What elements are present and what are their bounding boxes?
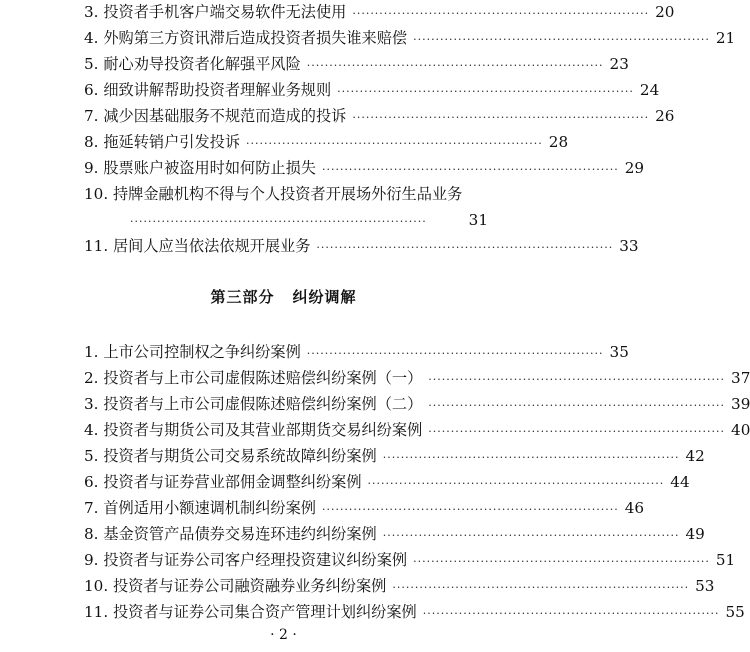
toc-leader-dots: ··································································	[321, 503, 619, 516]
section-heading	[0, 286, 567, 307]
toc-entry-title: 3. 投资者手机客户端交易软件无法使用	[84, 3, 347, 21]
section-part-label: 第三部分	[210, 288, 275, 306]
toc-entry[interactable]	[84, 341, 629, 363]
toc-entry-title: 1. 上市公司控制权之争纠纷案例	[84, 343, 301, 361]
page-number-footer: · 2 ·	[270, 627, 297, 643]
toc-entry-title: 11. 居间人应当依法依规开展业务	[84, 237, 311, 255]
toc-leader-dots: ··································································	[316, 241, 614, 254]
toc-entry-page: 31	[468, 211, 488, 229]
toc-entry[interactable]	[84, 497, 645, 519]
toc-entry-title: 7. 首例适用小额速调机制纠纷案例	[84, 499, 316, 517]
toc-leader-dots: ··································································	[306, 59, 604, 72]
section-title: 纠纷调解	[292, 288, 357, 306]
toc-entry-continuation[interactable]	[130, 209, 488, 231]
toc-leader-dots: ··································································	[130, 215, 427, 228]
toc-entry[interactable]	[84, 471, 690, 493]
toc-entry[interactable]	[84, 601, 745, 623]
toc-entry-title: 10. 投资者与证券公司融资融券业务纠纷案例	[84, 577, 387, 595]
toc-entry-page: 20	[655, 3, 675, 21]
toc-leader-dots: ··································································	[246, 137, 543, 150]
toc-entry-page: 46	[624, 499, 645, 517]
toc-entry-page: 21	[715, 29, 736, 47]
toc-entry-title: 8. 拖延转销户引发投诉	[84, 133, 241, 151]
toc-entry[interactable]	[84, 419, 750, 441]
toc-leader-dots: ··································································	[428, 373, 726, 386]
toc-entry[interactable]	[84, 523, 705, 545]
toc-entry[interactable]	[84, 235, 639, 257]
toc-entry-title: 3. 投资者与上市公司虚假陈述赔偿纠纷案例（二）	[84, 395, 423, 413]
toc-entry-title: 9. 股票账户被盗用时如何防止损失	[84, 159, 316, 177]
toc-entry-title: 4. 外购第三方资讯滞后造成投资者损失谁来赔偿	[84, 29, 408, 47]
toc-entry-page: 53	[695, 577, 715, 595]
toc-entry-title: 10. 持牌金融机构不得与个人投资者开展场外衍生品业务	[84, 185, 463, 203]
toc-entry[interactable]	[84, 367, 750, 389]
toc-leader-dots: ··································································	[413, 33, 710, 46]
toc-entry-page: 55	[725, 603, 745, 621]
toc-entry-page: 44	[670, 473, 690, 491]
toc-leader-dots: ··································································	[428, 425, 726, 438]
toc-leader-dots: ··································································	[352, 111, 650, 124]
toc-entry-page: 24	[639, 81, 660, 99]
toc-entry[interactable]	[84, 1, 675, 23]
toc-leader-dots: ··································································	[422, 607, 720, 620]
toc-leader-dots: ··································································	[428, 399, 726, 412]
toc-entry-page: 49	[685, 525, 705, 543]
toc-entry[interactable]	[84, 575, 715, 597]
toc-leader-dots: ··································································	[382, 529, 680, 542]
toc-entry-page: 23	[609, 55, 629, 73]
toc-entry[interactable]	[84, 27, 736, 49]
toc-leader-dots: ··································································	[367, 477, 665, 490]
toc-entry-title: 4. 投资者与期货公司及其营业部期货交易纠纷案例	[84, 421, 423, 439]
toc-leader-dots: ··································································	[352, 7, 650, 20]
toc-entry-title: 11. 投资者与证券公司集合资产管理计划纠纷案例	[84, 603, 417, 621]
toc-entry-title: 6. 细致讲解帮助投资者理解业务规则	[84, 81, 332, 99]
toc-entry[interactable]	[84, 183, 488, 205]
toc-entry[interactable]	[84, 105, 675, 127]
toc-entry-title: 5. 耐心劝导投资者化解强平风险	[84, 55, 301, 73]
toc-entry-title: 2. 投资者与上市公司虚假陈述赔偿纠纷案例（一）	[84, 369, 423, 387]
toc-entry-title: 5. 投资者与期货公司交易系统故障纠纷案例	[84, 447, 377, 465]
toc-entry-page: 37	[731, 369, 750, 387]
toc-entry-page: 29	[624, 159, 645, 177]
toc-leader-dots: ··································································	[321, 163, 619, 176]
toc-entry-title: 6. 投资者与证券营业部佣金调整纠纷案例	[84, 473, 362, 491]
toc-entry-page: 28	[548, 133, 569, 151]
toc-leader-dots: ··································································	[413, 555, 710, 568]
toc-entry[interactable]	[84, 157, 645, 179]
toc-entry-page: 26	[655, 107, 675, 125]
toc-entry-page: 35	[609, 343, 629, 361]
toc-entry[interactable]	[84, 445, 705, 467]
toc-entry[interactable]	[84, 393, 750, 415]
toc-entry[interactable]	[84, 79, 660, 101]
toc-entry-title: 7. 减少因基础服务不规范而造成的投诉	[84, 107, 347, 125]
toc-entry[interactable]	[84, 53, 629, 75]
toc-entry-page: 51	[715, 551, 736, 569]
toc-entry-title: 9. 投资者与证券公司客户经理投资建议纠纷案例	[84, 551, 408, 569]
toc-leader-dots: ··································································	[382, 451, 680, 464]
toc-entry[interactable]	[84, 131, 569, 153]
toc-entry-title: 8. 基金资管产品债券交易连环违约纠纷案例	[84, 525, 377, 543]
toc-entry-page: 40	[731, 421, 750, 439]
toc-entry-page: 33	[619, 237, 639, 255]
toc-entry-page: 39	[731, 395, 750, 413]
toc-entry-page: 42	[685, 447, 705, 465]
toc-leader-dots: ··································································	[392, 581, 690, 594]
toc-leader-dots: ··································································	[306, 347, 604, 360]
toc-leader-dots: ··································································	[337, 85, 634, 98]
toc-entry[interactable]	[84, 549, 736, 571]
